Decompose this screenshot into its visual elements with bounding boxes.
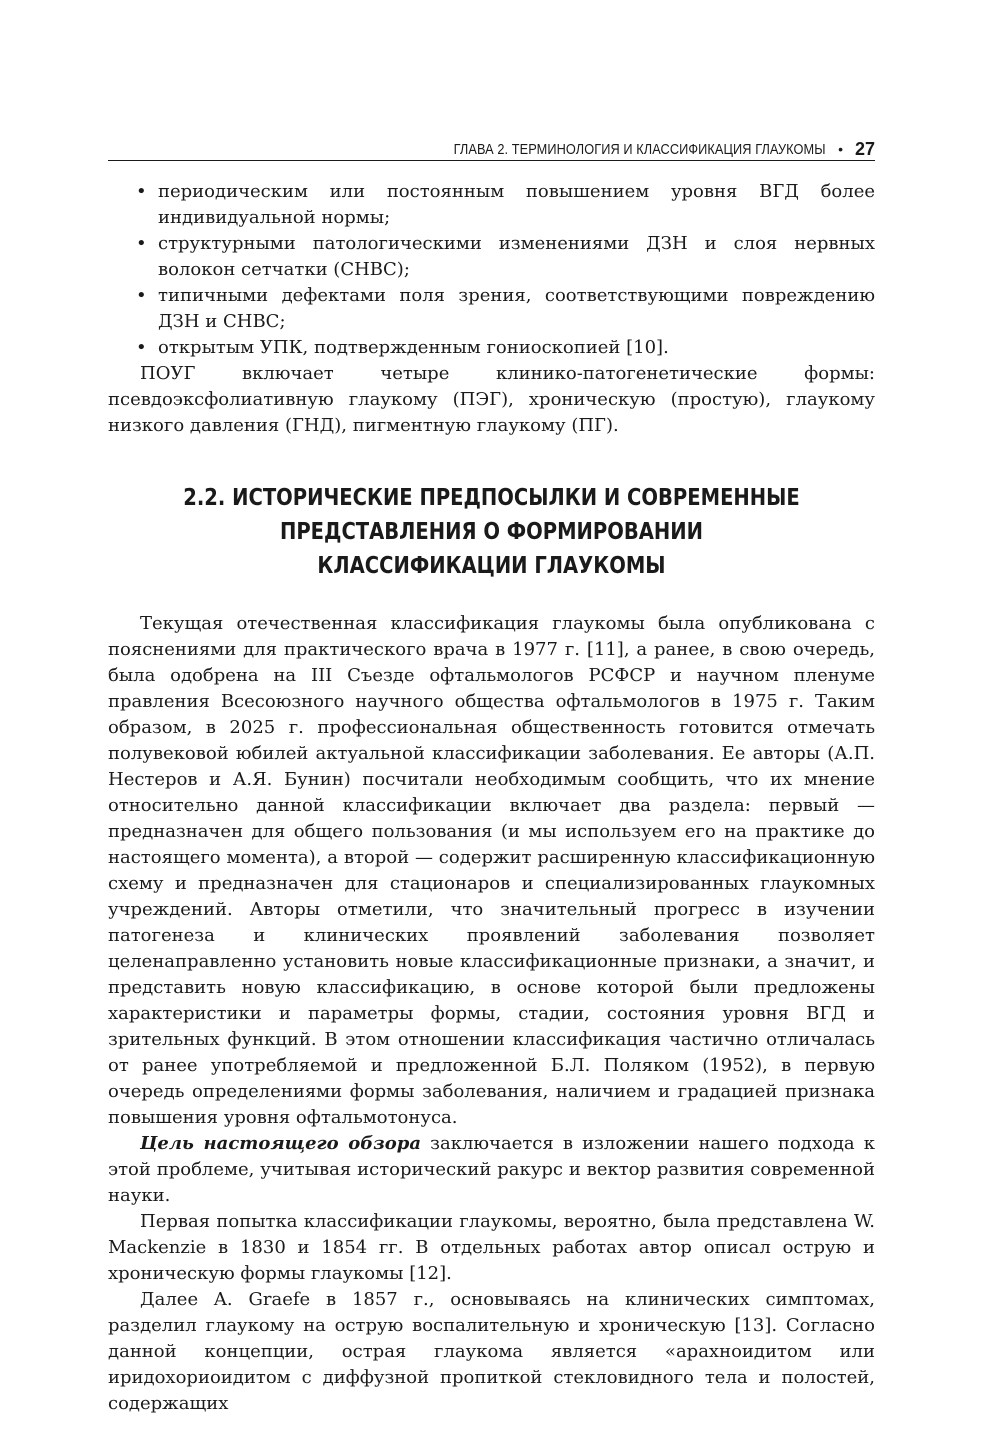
section-heading-line: ПРЕДСТАВЛЕНИЯ О ФОРМИРОВАНИИ <box>279 519 703 545</box>
chapter-title: ГЛАВА 2. ТЕРМИНОЛОГИЯ И КЛАССИФИКАЦИЯ ГЛАУКОМЫ <box>454 140 827 158</box>
bullet-marker: • <box>136 285 147 306</box>
intro-paragraph: ПОУГ включает четыре клинико-патогенетические формы: псевдоэксфолиативную глаукому (ПЭГ), хроническую (простую), глаукому низкого давления (ГНД), пигментную глаукому (ПГ). <box>108 363 875 436</box>
section-heading-line: КЛАССИФИКАЦИИ ГЛАУКОМЫ <box>317 553 666 579</box>
list-item <box>108 231 875 283</box>
list-item <box>108 335 875 361</box>
section-heading-line: 2.2. ИСТОРИЧЕСКИЕ ПРЕДПОСЫЛКИ И СОВРЕМЕННЫЕ <box>183 485 800 511</box>
body-paragraph: Текущая отечественная классификация глаукомы была опубликована с пояснениями для практического врача в 1977 г. [11], а ранее, в свою очередь, была одобрена на III Съезде офтальмологов РСФСР и научном пленуме правления Всесоюзного научного общества офтальмологов в 1975 г. Таким образом, в 2025 г. профессиональная общественность готовится отмечать полувековой юбилей актуальной классификации заболевания. Ее авторы (А.П. Нестеров и А.Я. Бунин) посчитали необходимым сообщить, что их мнение относительно данной классификации включает два раздела: первый — предназначен для общего пользования (и мы используем его на практике до настоящего момента), а второй — содержит расширенную классификационную схему и предназначен для стационаров и специализированных глаукомных учреждений. Авторы отметили, что значительный прогресс в изучении патогенеза и клинических проявлений заболевания позволяет целенаправленно установить новые классификационные признаки, а значит, и представить новую классификацию, в основе которой были предложены характеристики и параметры формы, стадии, состояния уровня ВГД и зрительных функций. В этом отношении классификация частично отличалась от ранее употребляемой и предложенной Б.Л. Поляком (1952), в первую очередь определениями формы заболевания, наличием и градацией признака повышения уровня офтальмотонуса. <box>108 613 875 1128</box>
list-item-text: типичными дефектами поля зрения, соответствующими повреждению ДЗН и СНВС; <box>158 285 875 332</box>
aim-text: заключается в изложении нашего подхода к этой проблеме, учитывая исторический ракурс и вектор развития современной науки. <box>108 1133 875 1206</box>
list-item-text: открытым УПК, подтвержденным гониоскопией [10]. <box>158 337 669 358</box>
list-item <box>108 179 875 231</box>
list-item <box>108 283 875 335</box>
aim-paragraph <box>108 1131 875 1209</box>
section-heading <box>108 481 875 583</box>
body-paragraph: Первая попытка классификации глаукомы, вероятно, была представлена W. Mackenzie в 1830 и 1854 гг. В отдельных работах автор описал острую и хроническую формы глаукомы [12]. <box>108 1211 875 1284</box>
body-paragraph: Далее A. Graefe в 1857 г., основываясь на клинических симптомах, разделил глаукому на острую воспалительную и хроническую [13]. Согласно данной концепции, острая глаукома является «арахноидитом или иридохориоидитом с диффузной пропиткой стекловидного тела и полостей, содержащих <box>108 1289 875 1414</box>
list-item-text: структурными патологическими изменениями ДЗН и слоя нервных волокон сетчатки (СНВС); <box>158 233 875 280</box>
running-header <box>108 138 875 161</box>
aim-lead: Цель настоящего обзора <box>140 1133 422 1154</box>
bullet-marker: • <box>136 181 147 202</box>
header-separator: • <box>838 141 843 157</box>
list-item-text: периодическим или постоянным повышением уровня ВГД более индивидуальной нормы; <box>158 181 875 228</box>
bullet-marker: • <box>136 233 147 254</box>
page-body <box>108 179 875 1417</box>
page-number: 27 <box>854 138 875 159</box>
criteria-list <box>108 179 875 361</box>
bullet-marker: • <box>136 337 147 358</box>
